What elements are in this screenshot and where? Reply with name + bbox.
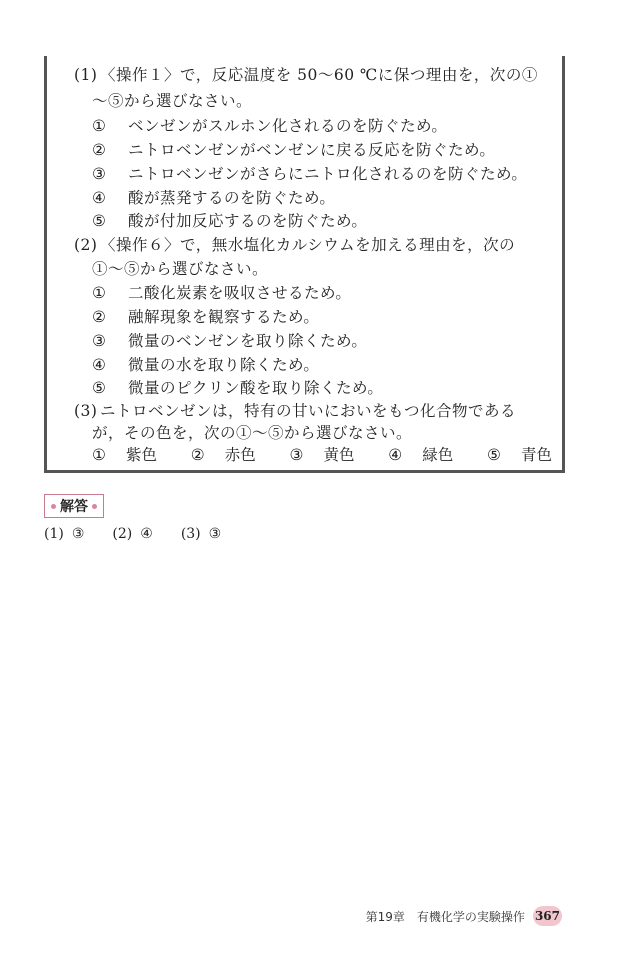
question-3-number: (3) [74, 402, 98, 420]
question-2-option-1: ① 二酸化炭素を吸収させるため。 [92, 284, 352, 302]
question-3-prompt [74, 400, 516, 422]
question-3-option-2: ② 赤色 [190, 446, 256, 464]
question-2-option-2: ② 融解現象を観察するため。 [92, 308, 320, 326]
answer-2: (2) ④ [112, 526, 153, 542]
question-2-prompt [74, 234, 515, 256]
question-2-option-3: ③ 微量のベンゼンを取り除くため。 [92, 332, 368, 350]
question-3-option-5: ⑤ 青色 [486, 446, 552, 464]
question-1-number: (1) [74, 66, 98, 84]
question-1-option-3: ③ ニトロベンゼンがさらにニトロ化されるのを防ぐため。 [92, 165, 528, 183]
answer-1: (1) ③ [44, 526, 85, 542]
question-2-option-4: ④ 微量の水を取り除くため。 [92, 356, 320, 374]
answer-label [44, 494, 104, 518]
answer-label-text: 解答 [60, 499, 88, 515]
question-3-prompt-line2: が，その色を，次の①〜⑤から選びなさい。 [92, 424, 413, 442]
question-2-prompt-line2: ①〜⑤から選びなさい。 [92, 260, 269, 278]
answer-3: (3) ③ [180, 526, 222, 542]
question-3-options [92, 444, 552, 466]
page-number: 367 [533, 906, 562, 926]
question-1-option-1: ① ベンゼンがスルホン化されるのを防ぐため。 [92, 117, 448, 135]
question-1-prompt [74, 64, 538, 86]
question-3-prompt-line1: ニトロベンゼンは，特有の甘いにおいをもつ化合物である [100, 402, 517, 420]
question-2-number: (2) [74, 236, 98, 254]
question-1-prompt-line2: 〜⑤から選びなさい。 [92, 92, 253, 110]
dot-icon [51, 504, 56, 509]
question-3-option-1: ① 紫色 [92, 446, 158, 464]
page-footer [366, 906, 562, 926]
question-1-prompt-line1: 〈操作１〉で，反応温度を 50〜60 ℃に保つ理由を，次の① [100, 66, 538, 84]
question-3-option-4: ④ 緑色 [388, 446, 454, 464]
answers-row [44, 524, 221, 544]
question-2-prompt-line1: 〈操作６〉で，無水塩化カルシウムを加える理由を，次の [100, 236, 516, 254]
question-2-option-5: ⑤ 微量のピクリン酸を取り除くため。 [92, 379, 384, 397]
dot-icon [92, 504, 97, 509]
question-1-option-4: ④ 酸が蒸発するのを防ぐため。 [92, 189, 336, 207]
chapter-title: 第19章 有機化学の実験操作 [365, 909, 525, 924]
question-1-option-2: ② ニトロベンゼンがベンゼンに戻る反応を防ぐため。 [92, 141, 496, 159]
question-1-option-5: ⑤ 酸が付加反応するのを防ぐため。 [92, 212, 368, 230]
question-3-option-3: ③ 黄色 [289, 446, 355, 464]
